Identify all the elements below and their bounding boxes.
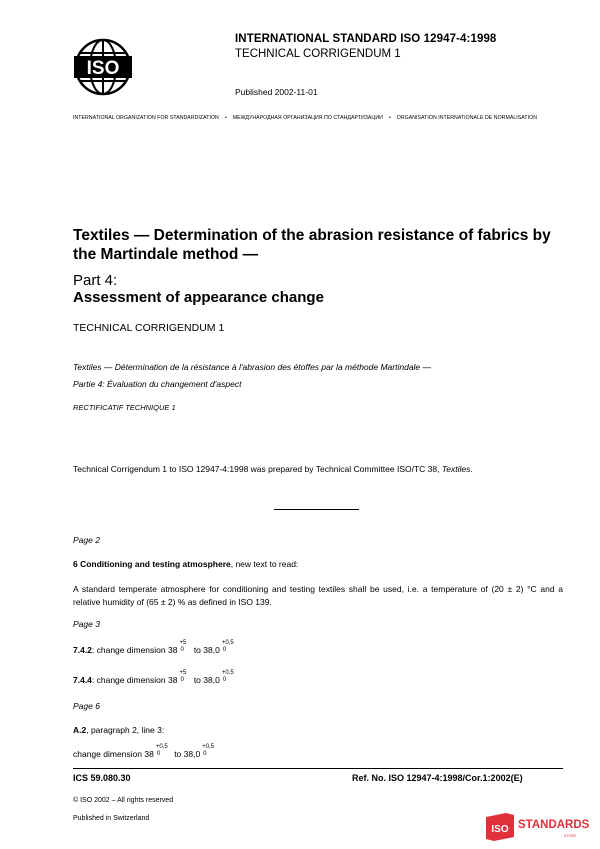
annex-a2-reference: A.2, paragraph 2, line 3: (73, 725, 165, 735)
french-title: Textiles — Détermination de la résistance à l'abrasion des étoffes par la méthode Martindale — (73, 362, 432, 372)
standard-title: INTERNATIONAL STANDARD ISO 12947-4:1998 (235, 33, 497, 45)
document-title: Textiles — Determination of the abrasion resistance of fabrics by the Martindale method — (73, 227, 551, 263)
new-tolerance: +0,5 0 (202, 744, 215, 757)
footer-rule (73, 768, 563, 769)
ics-code: ICS 59.080.30 (73, 773, 131, 783)
old-tolerance: +0,5 0 (155, 744, 168, 757)
clause-6-text: A standard temperate atmosphere for conditioning and testing textiles shall be used, i.e. a temperature of (20 ± 2) °C and a relative humidity of (65 ± 2) % as defined in ISO 139. (73, 584, 563, 607)
reference-number: Ref. No. ISO 12947-4:1998/Cor.1:2002(E) (352, 773, 523, 783)
iso-logo-text: ISO (86, 58, 120, 79)
clause-6-heading: 6 Conditioning and testing atmosphere, new text to read: (73, 559, 299, 569)
annex-a2-change: change dimension 38 +0,5 0 to 38,0 +0,5 0 (73, 748, 218, 759)
committee-name: Textiles (441, 464, 471, 474)
corrigendum-label: TECHNICAL CORRIGENDUM 1 (235, 48, 401, 60)
item-7-4-2: 7.4.2: change dimension 38 +5 0 to 38,0 +0,5 0 (73, 644, 238, 655)
old-tolerance: +5 0 (179, 640, 187, 653)
part-title: Assessment of appearance change (73, 289, 324, 306)
org-russian: МЕЖДУНАРОДНАЯ ОРГАНИЗАЦИЯ ПО СТАНДАРТИЗАЦИИ (232, 115, 383, 121)
corrigendum-english: TECHNICAL CORRIGENDUM 1 (73, 322, 225, 334)
iso-logo (73, 37, 133, 97)
section-divider (274, 509, 359, 510)
page-3-label: Page 3 (73, 619, 100, 629)
french-part: Partie 4: Évaluation du changement d'aspect (73, 379, 242, 389)
old-tolerance: +5 0 (179, 670, 187, 683)
published-date: Published 2002-11-01 (235, 87, 318, 97)
org-separator: • (388, 115, 391, 121)
corrigendum-french: RECTIFICATIF TECHNIQUE 1 (73, 403, 176, 412)
part-number: Part 4: (73, 272, 118, 289)
new-tolerance: +0,5 0 (221, 670, 234, 683)
page-6-label: Page 6 (73, 701, 100, 711)
stamp-standards-text: STANDARDS (518, 819, 590, 831)
preparation-statement: Technical Corrigendum 1 to ISO 12947-4:1998 was prepared by Technical Committee ISO/TC 38, Textiles. (73, 464, 473, 474)
organizations-line (73, 115, 537, 121)
page-2-label: Page 2 (73, 535, 100, 545)
org-english: INTERNATIONAL ORGANIZATION FOR STANDARDIZATION (73, 115, 219, 121)
stamp-iso-text: ISO (491, 824, 509, 835)
org-separator: • (224, 115, 227, 121)
org-french: ORGANISATION INTERNATIONALE DE NORMALISATION (396, 115, 538, 121)
published-in: Published in Switzerland (73, 815, 150, 822)
item-7-4-4: 7.4.4: change dimension 38 +5 0 to 38,0 +0,5 0 (73, 674, 238, 685)
stamp-store-text: STORE (564, 834, 576, 838)
new-tolerance: +0,5 0 (221, 640, 234, 653)
copyright: © ISO 2002 – All rights reserved (73, 797, 174, 804)
iso-standards-store-logo (484, 811, 594, 843)
